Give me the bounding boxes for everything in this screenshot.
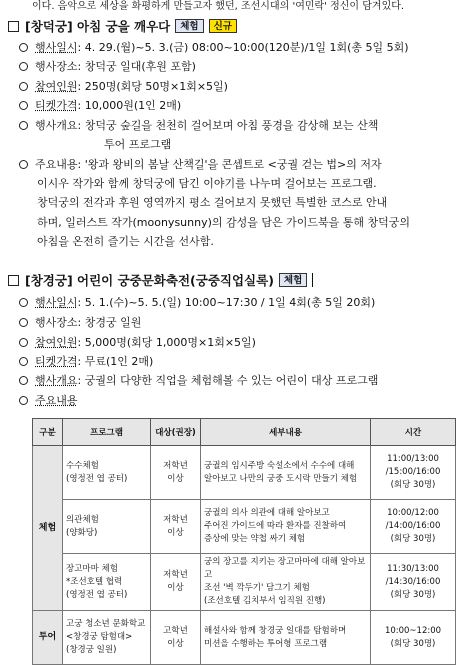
item-label: 참여인원 [35,80,78,93]
program-cell [63,500,151,554]
time-line: (회당 30명) [390,589,436,600]
detail-line: 미션을 수행하는 투어형 프로그램 [204,638,328,649]
target-line: 이상 [167,583,184,593]
target-line: 고학년 [163,625,188,636]
content-paragraph [37,174,455,251]
circle-bullet-icon [19,82,28,91]
header-target: 대상(권장) [151,419,201,446]
list-item-participants [19,77,228,96]
content-line: 아침을 온전히 즐기는 시간을 선사함. [37,234,214,248]
program-place: (영정전 엽 공터) [66,473,128,484]
circle-bullet-icon [19,160,28,169]
item-value: : 4. 29.(월)~5. 3.(금) 08:00~10:00(120분)/1일 1회(총 5일 5회) [77,41,409,54]
detail-cell [201,446,371,500]
detail-cell [201,611,371,665]
table-header-row [33,419,456,446]
section-title-text: [창경궁] 어린이 궁중문화축전(궁중직업실록) [25,273,274,288]
list-item-participants [19,333,256,352]
item-value: : 250명(회당 50명×1회×5일) [77,80,228,93]
item-value: : 5. 1.(수)~5. 5.(일) 10:00~17:30 / 1일 4회(총 5일 20회) [77,296,376,309]
target-line: 저학년 [163,460,188,471]
list-item-overview-cont: 투어 프로그램 [104,138,172,151]
item-value: : '왕과 왕비의 봄날 산책길'을 콘셉트로 <궁궐 걷는 법>의 저자 [77,158,382,171]
table-row [33,611,456,665]
target-line: 이상 [167,638,184,649]
target-line: 저학년 [163,570,188,580]
list-item-date [19,293,375,312]
item-label: 행사장소 [35,316,78,329]
item-value: : 창덕궁 일대(후원 포함) [77,60,196,73]
intro-tail-text: 이다. 음악으로 세상을 화평하게 만들고자 했던, 조선시대의 '여민락' 정신이 담겨있다. [32,1,405,12]
detail-line: 해설사와 함께 창경궁 일대를 탐험하며 [204,625,347,636]
program-name: 의관체험 [66,514,99,525]
section-title-changgyeong [8,271,313,289]
circle-bullet-icon [19,318,28,327]
list-item-date [19,38,409,57]
program-note: *조선호텔 협력 [66,576,123,587]
table-row [33,446,456,500]
item-value: : 창덕궁 숲길을 천천히 걸어보며 아침 풍경을 감상해 보는 산책 [77,119,379,132]
detail-line: 조선 '벽 깍두기' 담그기 체험 [204,583,310,593]
time-line: /14:00/16:00 [385,521,441,531]
program-cell [63,554,151,611]
item-label: 주요내용 [35,158,78,171]
item-value: : 5,000명(회당 1,000명×1회×5일) [77,336,256,349]
item-value: : 무료(1인 2매) [77,355,154,368]
section-title-changdeok [8,17,237,35]
circle-bullet-icon [19,298,28,307]
detail-line: 궁의 장고를 지키는 장고마마에 대해 알아보고 [204,557,366,580]
detail-line: 주어진 가이드에 따라 환자를 진찰하여 [204,521,347,531]
item-label: 행사일시 [35,41,78,54]
detail-line: 알아보고 나만의 궁중 도시락 만들기 체험 [204,473,358,484]
list-item-ticket [19,352,153,371]
program-cell [63,611,151,665]
target-line: 이상 [167,473,184,484]
time-line: 11:00/13:00 [387,454,439,464]
item-label: 티켓가격 [35,355,78,368]
program-place: (창경궁 일원) [66,645,117,655]
target-cell [151,611,201,665]
target-cell [151,446,201,500]
item-label: 행사일시 [35,296,78,309]
time-line: 11:30/13:00 [387,563,439,574]
list-item-ticket [19,96,181,115]
time-line: /14:30/16:00 [385,576,441,587]
list-item-overview [19,116,378,135]
category-cell: 체험 [33,446,63,611]
program-place: (양화당) [66,527,98,538]
time-line: (회당 30명) [390,534,436,544]
badge-new: 신규 [209,19,237,33]
item-label: 행사개요 [35,119,78,132]
circle-bullet-icon [19,43,28,52]
list-item-overview [19,371,378,390]
item-label: 행사장소 [35,60,78,73]
program-name: 수수체험 [66,460,99,471]
time-line: 10:00/12:00 [387,508,439,518]
time-line: (회당 30명) [390,480,436,490]
item-value: : 10,000원(1인 2매) [77,99,182,112]
content-line: 하며, 일러스트 작가(moonysunny)의 감성을 담은 가이드북을 통해 창덕궁의 [37,215,411,229]
checkbox-square-icon [8,275,19,286]
target-line: 이상 [167,527,184,538]
list-item-place [19,313,141,332]
list-item-place [19,57,196,76]
circle-bullet-icon [19,376,28,385]
item-value: : 창경궁 일원 [77,316,142,329]
detail-line: 궁궐의 의사 의관에 대해 알아보고 [204,508,330,518]
item-label: 참여인원 [35,336,78,349]
program-name: 고궁 청소년 문화학교 [66,619,146,629]
program-place: (영정전 엽 공터) [66,589,128,600]
item-value: : 궁궐의 다양한 직업을 체험해볼 수 있는 어린이 대상 프로그램 [77,374,379,387]
header-detail: 세부내용 [201,419,371,446]
time-line: /15:00/16:00 [385,467,441,477]
item-label: 티켓가격 [35,99,78,112]
item-label: 주요내용 [35,394,78,407]
time-line: 10:00~12:00 [384,625,442,636]
time-cell [371,554,456,611]
header-category: 구분 [33,419,63,446]
target-cell [151,554,201,611]
circle-bullet-icon [19,338,28,347]
table-row [33,500,456,554]
table-row [33,554,456,611]
header-time: 시간 [371,419,456,446]
badge-experience: 체험 [175,19,203,33]
time-cell [371,500,456,554]
circle-bullet-icon [19,62,28,71]
time-line: (회당 30명) [390,638,436,649]
detail-cell [201,554,371,611]
program-cell [63,446,151,500]
header-program: 프로그램 [63,419,151,446]
content-line: 창덕궁의 전각과 후원 영역까지 평소 걸어보지 못했던 특별한 코스로 안내 [37,196,388,210]
checkbox-square-icon [8,21,19,32]
badge-experience: 체험 [279,273,307,287]
section-title-text: [창덕궁] 아침 궁을 깨우다 [25,19,171,34]
circle-bullet-icon [19,101,28,110]
text-cursor-icon [312,273,313,287]
list-item-content [19,391,78,410]
circle-bullet-icon [19,396,28,405]
detail-line: (조선호텔 김치부서 임직원 진행) [204,596,326,606]
program-name: 장고마마 체험 [66,563,118,574]
program-subtitle: <창경궁 탐험대> [66,632,133,642]
target-cell [151,500,201,554]
circle-bullet-icon [19,121,28,130]
detail-line: 궁궐의 임시주방 숙설소에서 수수에 대해 [204,460,355,471]
target-line: 저학년 [163,514,188,525]
category-cell: 투어 [33,611,63,665]
time-cell [371,611,456,665]
program-table [32,418,456,665]
item-label: 행사개요 [35,374,78,387]
list-item-content [19,155,382,174]
circle-bullet-icon [19,357,28,366]
time-cell [371,446,456,500]
detail-line: 증상에 맞는 약첩 싸기 체험 [204,534,306,544]
detail-cell [201,500,371,554]
content-line: 이시우 작가와 함께 창덕궁에 담긴 이야기를 나누며 걸어보는 프로그램. [37,177,377,190]
